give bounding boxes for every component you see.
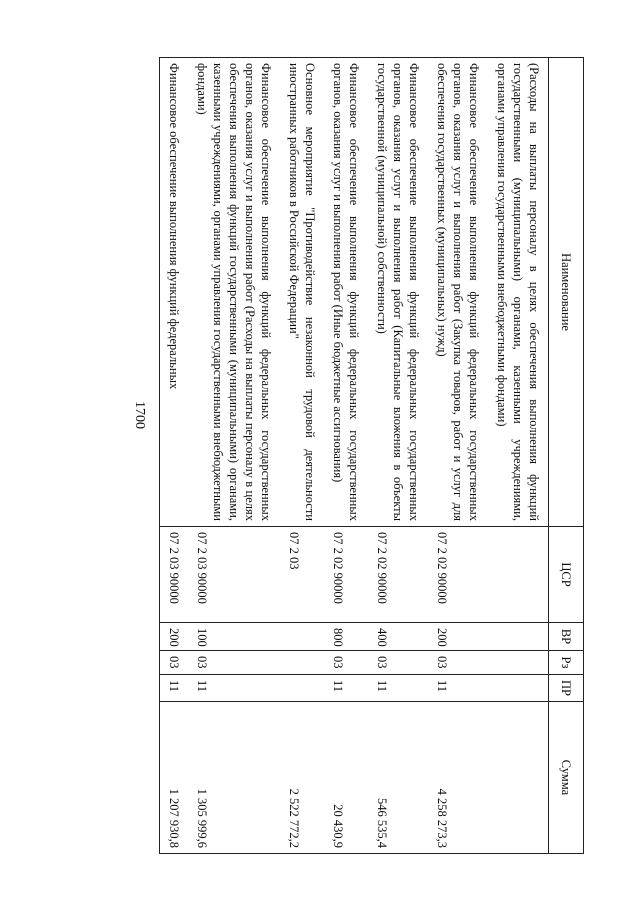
table-header-row: [549, 58, 584, 854]
row-pr: 11: [188, 675, 280, 702]
row-name: Основное мероприятие "Противодействие незаконной трудовой деятельности иностранных работников в Российской Федерации": [280, 58, 324, 527]
row-pr: 11: [324, 675, 368, 702]
table-row: [324, 58, 368, 854]
row-rz: 03: [368, 651, 428, 675]
row-pr: 11: [368, 675, 428, 702]
row-vr: 100: [188, 623, 280, 651]
row-csr: 07 2 03 90000: [160, 527, 189, 623]
row-name: Финансовое обеспечение выполнения функций федеральных: [160, 58, 189, 527]
header-rz: Рз: [549, 651, 584, 675]
table-row: [428, 58, 488, 854]
row-rz: 03: [188, 651, 280, 675]
row-csr: [488, 527, 549, 623]
table-row: [160, 58, 189, 854]
row-sum: 1 305 999,6: [188, 702, 280, 854]
row-csr: 07 2 02 90000: [428, 527, 488, 623]
row-vr: 400: [368, 623, 428, 651]
row-pr: 11: [160, 675, 189, 702]
row-name: Финансовое обеспечение выполнения функций федеральных государственных органов, оказания услуг и выполнения работ (Закупка товаров, работ и услуг для обеспечения государственных (муниципальных) нужд): [428, 58, 488, 527]
table-row: [188, 58, 280, 854]
table-row: [368, 58, 428, 854]
row-sum: 1 207 930,8: [160, 702, 189, 854]
table-row: [280, 58, 324, 854]
row-rz: [280, 651, 324, 675]
row-rz: [488, 651, 549, 675]
header-sum: Сумма: [549, 702, 584, 854]
row-name: Финансовое обеспечение выполнения функций федеральных государственных органов, оказания услуг и выполнения работ (Расходы на выплаты персоналу в целях обеспечения выполнения функций государственными (муниципальными) органами, казенными учреждениями, органами управления государственными внебюджетными фондами): [188, 58, 280, 527]
row-rz: 03: [324, 651, 368, 675]
row-rz: 03: [428, 651, 488, 675]
row-sum: 20 430,9: [324, 702, 368, 854]
row-vr: [280, 623, 324, 651]
row-name: (Расходы на выплаты персоналу в целях обеспечения выполнения функций государственными (муниципальными) органами, казенными учреждениями, органами управления государственными внебюджетными фондами): [488, 58, 549, 527]
row-sum: 546 535,4: [368, 702, 428, 854]
row-sum: 4 258 273,3: [428, 702, 488, 854]
row-sum: [488, 702, 549, 854]
page-number: 1700: [132, 401, 147, 429]
table-row: [488, 58, 549, 854]
rotated-content: [94, 57, 584, 853]
row-pr: 11: [428, 675, 488, 702]
row-sum: 2 522 772,2: [280, 702, 324, 854]
header-vr: ВР: [549, 623, 584, 651]
header-name: Наименование: [549, 58, 584, 527]
row-csr: 07 2 03 90000: [188, 527, 280, 623]
header-csr: ЦСР: [549, 527, 584, 623]
row-csr: 07 2 02 90000: [368, 527, 428, 623]
row-pr: [488, 675, 549, 702]
budget-table: [159, 57, 584, 854]
row-vr: 200: [160, 623, 189, 651]
row-name: Финансовое обеспечение выполнения функций федеральных государственных органов, оказания услуг и выполнения работ (Иные бюджетные ассигнования): [324, 58, 368, 527]
header-pr: ПР: [549, 675, 584, 702]
row-rz: 03: [160, 651, 189, 675]
row-name: Финансовое обеспечение выполнения функций федеральных государственных органов, оказания услуг и выполнения работ (Капитальные вложения в объекты государственной (муниципальной) собственности): [368, 58, 428, 527]
row-vr: [488, 623, 549, 651]
row-vr: 200: [428, 623, 488, 651]
row-vr: 800: [324, 623, 368, 651]
row-csr: 07 2 03: [280, 527, 324, 623]
row-pr: [280, 675, 324, 702]
row-csr: 07 2 02 90000: [324, 527, 368, 623]
